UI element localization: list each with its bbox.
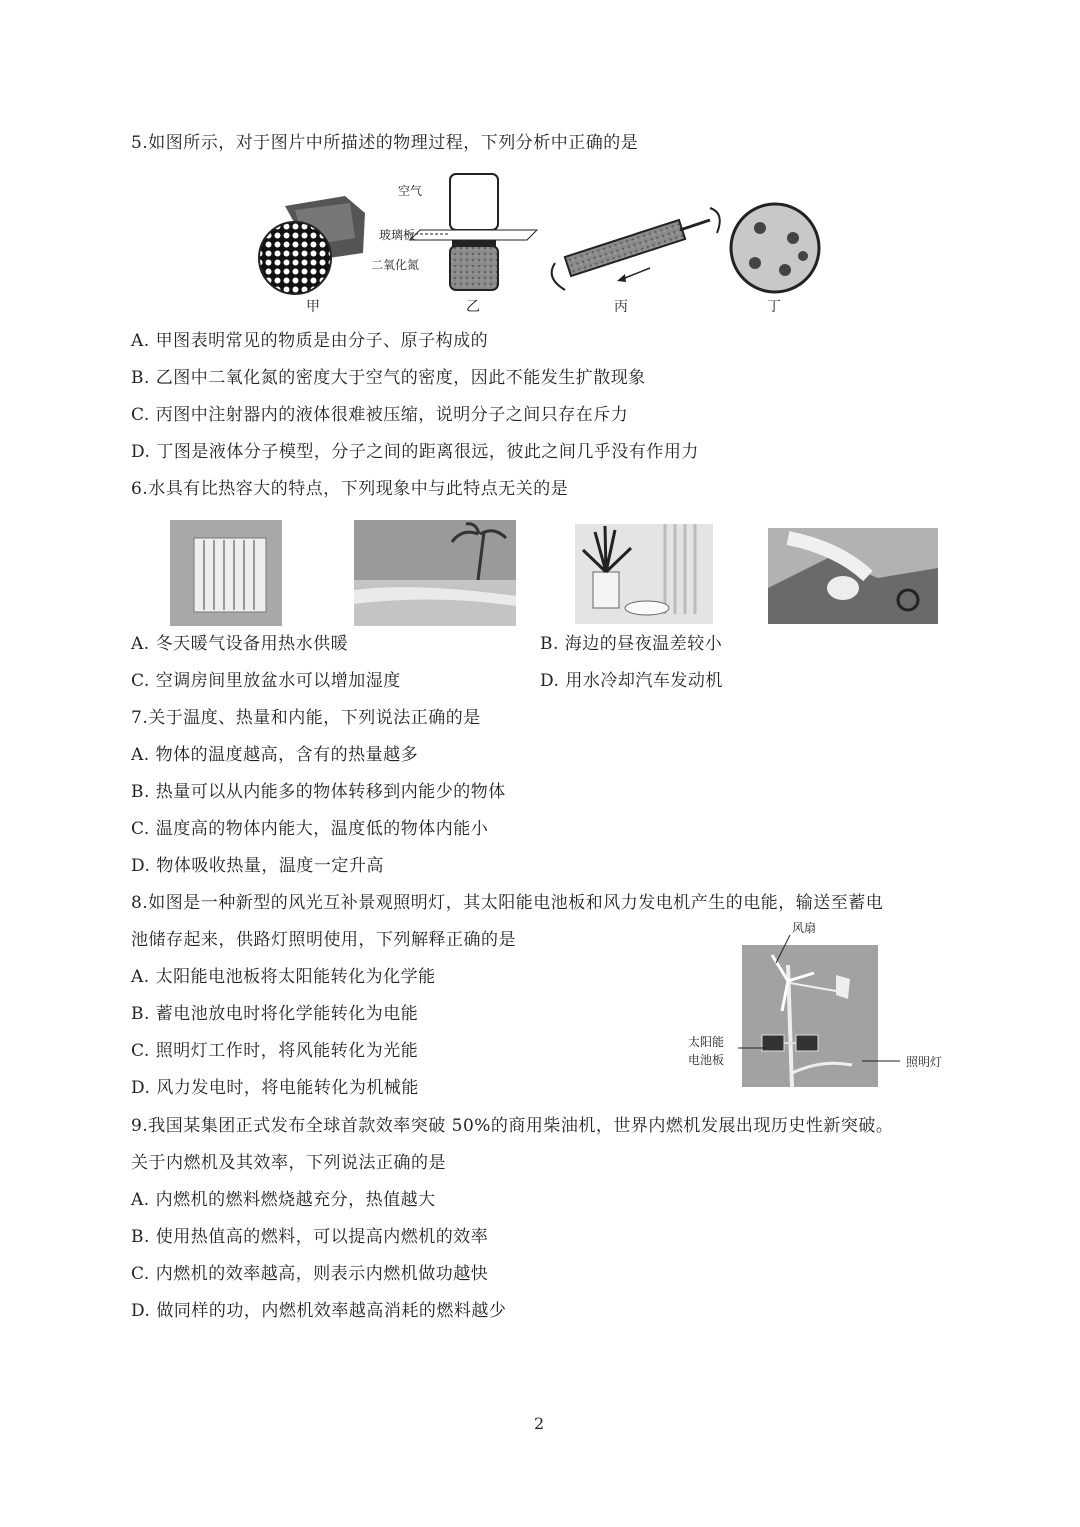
photo-seaside [354, 520, 516, 626]
fig-bing-syringe [552, 208, 720, 290]
q7-option-c: C. 温度高的物体内能大，温度低的物体内能小 [131, 819, 489, 839]
q9-stem-line-2: 关于内燃机及其效率，下列说法正确的是 [131, 1153, 446, 1173]
label-air: 空气 [398, 184, 423, 198]
q8-stem-line-2: 池储存起来，供路灯照明使用，下列解释正确的是 [131, 930, 516, 950]
q5-option-c: C. 丙图中注射器内的液体很难被压缩，说明分子之间只存在斥力 [131, 405, 629, 425]
caption-jia: 甲 [306, 299, 320, 315]
q6-option-b: B. 海边的昼夜温差较小 [540, 634, 723, 654]
q9-option-d: D. 做同样的功，内燃机效率越高消耗的燃料越少 [131, 1301, 507, 1321]
q8-figure [680, 915, 950, 1090]
label-battery-panel: 电池板 [688, 1053, 725, 1067]
photo-wind-solar-lamp [742, 945, 878, 1087]
q6-option-d: D. 用水冷却汽车发动机 [540, 671, 723, 691]
q9-option-a: A. 内燃机的燃料燃烧越充分，热值越大 [131, 1190, 436, 1210]
q6-option-c: C. 空调房间里放盆水可以增加湿度 [131, 671, 401, 691]
page-number: 2 [534, 1414, 545, 1433]
q8-stem-line-1: 8.如图是一种新型的风光互补景观照明灯，其太阳能电池板和风力发电机产生的电能，输送至蓄电 [131, 893, 884, 913]
label-solar: 太阳能 [688, 1035, 725, 1049]
q5-option-a: A. 甲图表明常见的物质是由分子、原子构成的 [131, 331, 489, 351]
q8-option-b: B. 蓄电池放电时将化学能转化为电能 [131, 1004, 419, 1024]
fig-ding-liquid-model [731, 204, 819, 292]
photo-engine-cooling [768, 528, 938, 624]
q7-option-b: B. 热量可以从内能多的物体转移到内能少的物体 [131, 782, 506, 802]
q5-illustrations [255, 168, 825, 318]
label-lamp: 照明灯 [906, 1055, 943, 1069]
q7-option-d: D. 物体吸收热量，温度一定升高 [131, 856, 384, 876]
caption-ding: 丁 [767, 299, 781, 315]
label-fan: 风扇 [792, 921, 817, 935]
q6-option-a: A. 冬天暖气设备用热水供暖 [131, 634, 349, 654]
q8-option-a: A. 太阳能电池板将太阳能转化为化学能 [131, 967, 436, 987]
photo-plant-basin [575, 524, 713, 624]
caption-yi: 乙 [466, 299, 480, 315]
photo-radiator [170, 520, 282, 626]
q8-option-c: C. 照明灯工作时，将风能转化为光能 [131, 1041, 419, 1061]
q9-option-b: B. 使用热值高的燃料，可以提高内燃机的效率 [131, 1227, 489, 1247]
label-nitrogen-dioxide: 二氧化氮 [371, 258, 420, 272]
q6-stem: 6.水具有比热容大的特点，下列现象中与此特点无关的是 [131, 479, 569, 499]
caption-bing: 丙 [614, 299, 628, 315]
q5-stem: 5.如图所示，对于图片中所描述的物理过程，下列分析中正确的是 [131, 133, 639, 153]
fig-yi-diffusion-jars [405, 174, 537, 290]
q9-stem-line-1: 9.我国某集团正式发布全球首款效率突破 50%的商用柴油机，世界内燃机发展出现历史性新突破。 [131, 1116, 894, 1136]
q8-option-d: D. 风力发电时，将电能转化为机械能 [131, 1078, 419, 1098]
q7-option-a: A. 物体的温度越高，含有的热量越多 [131, 745, 419, 765]
fig-jia-molecule-lattice [259, 196, 365, 294]
label-glass-plate: 玻璃板 [379, 228, 416, 242]
q9-option-c: C. 内燃机的效率越高，则表示内燃机做功越快 [131, 1264, 489, 1284]
q5-option-b: B. 乙图中二氧化氮的密度大于空气的密度，因此不能发生扩散现象 [131, 368, 646, 388]
q5-option-d: D. 丁图是液体分子模型，分子之间的距离很远，彼此之间几乎没有作用力 [131, 442, 699, 462]
q5-figure [255, 168, 825, 318]
q7-stem: 7.关于温度、热量和内能，下列说法正确的是 [131, 708, 481, 728]
